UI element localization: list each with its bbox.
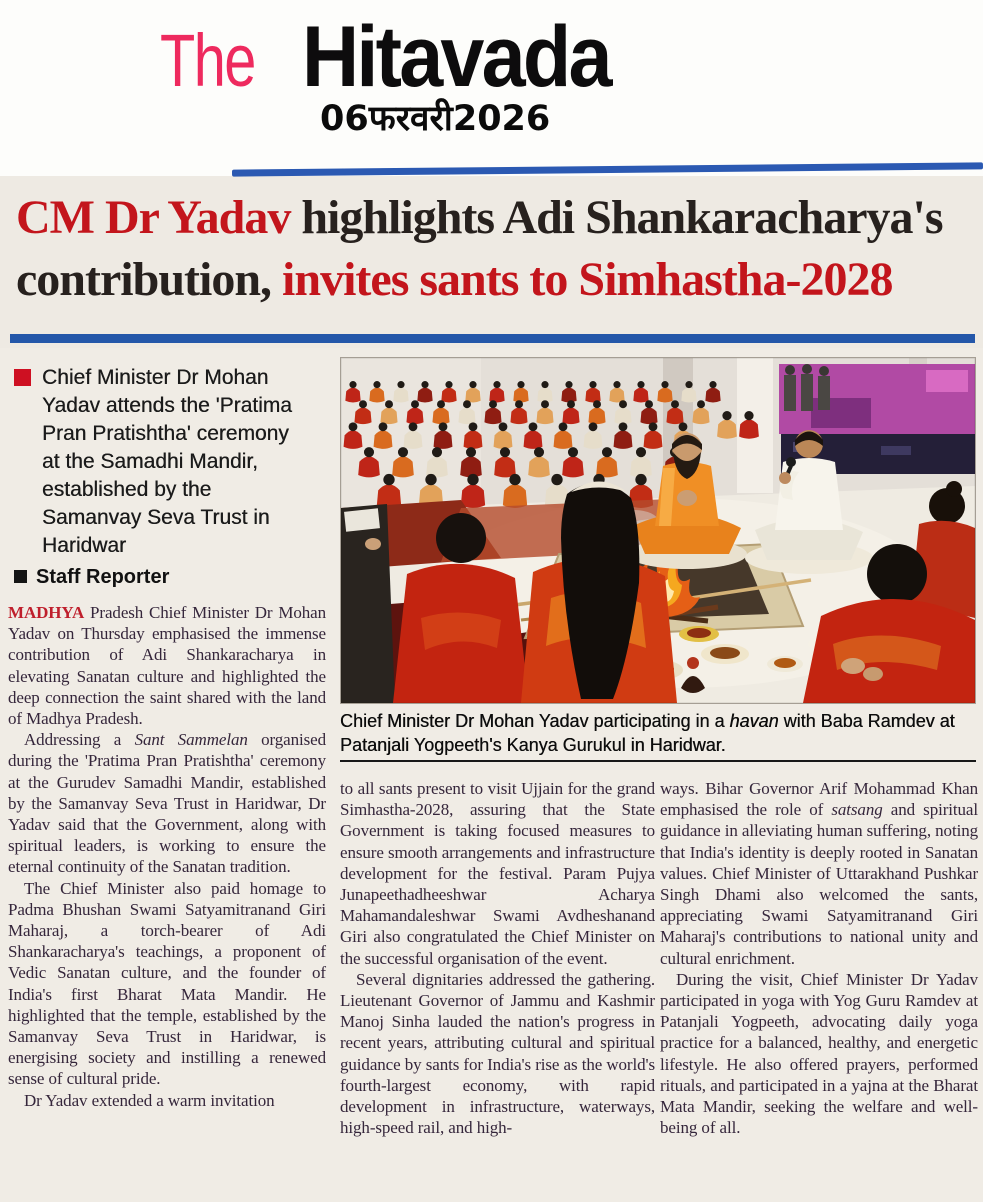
body-text-segment: Addressing a xyxy=(24,730,135,750)
article-column-3 xyxy=(660,778,978,1138)
masthead-the: The xyxy=(160,19,255,102)
byline-bullet-icon xyxy=(14,570,27,583)
headline-red-2: invites sants to Simhastha-2028 xyxy=(282,253,893,306)
article-paragraph xyxy=(660,778,978,969)
headline-dark-1: highlights Adi Shankaracharya's xyxy=(290,191,943,244)
article-paragraph xyxy=(8,1090,326,1111)
body-text-segment: Several dignitaries addressed the gathering. Lieutenant Governor of Jammu and Kashmir Manoj Sinha lauded the nation's progress in recent years, attributing cultural and spiritual guidance by sants for India's rise as the world's fourth-largest economy, with rapid development in infrastructure, waterways, high-speed rail, and high- xyxy=(340,969,655,1138)
article-paragraph xyxy=(8,729,326,877)
caption-text-2: with Baba Ramdev at Patanjali Yogpeeth's Kanya Gurukul in Haridwar. xyxy=(340,711,955,755)
summary-text: Chief Minister Dr Mohan Yadav attends the 'Pratima Pran Pratishtha' ceremony at the Samadhi Mandir, established by the Samanvay Seva Trust in Haridwar xyxy=(42,366,292,557)
byline xyxy=(14,566,169,589)
byline-label: Staff Reporter xyxy=(36,566,170,588)
lead-word: MADHYA xyxy=(8,603,85,622)
headline-block xyxy=(0,176,983,348)
headline-red-1: CM Dr Yadav xyxy=(16,191,291,244)
summary-bullet-icon xyxy=(14,369,31,386)
article-column-2 xyxy=(340,778,655,1138)
body-text-segment: The Chief Minister also paid homage to Padma Bhushan Swami Satyamitranand Giri Maharaj, a torch-bearer of Adi Shankaracharya's teachings, a proponent of Vedic Sanatan culture, and the founder of India's first Bharat Mata Mandir. He highlighted that the temple, established by the Samanvay Seva Trust in Haridwar, is energising society and instilling a renewed sense of cultural pride. xyxy=(8,878,326,1089)
article-paragraph xyxy=(8,878,326,1090)
article-paragraph xyxy=(340,778,655,969)
article-paragraph xyxy=(340,969,655,1139)
article-paragraph xyxy=(660,969,978,1139)
headline-dark-2: contribution, xyxy=(16,253,283,306)
body-text-segment: to all sants present to visit Ujjain for the grand Simhastha-2028, assuring that the State Government is taking focused measures to ensure smooth arrangements and infrastructure development for the festival. Param Pujya Junapeethadheeshwar Acharya Mahamandaleshwar Swami Avdheshanand Giri also congratulated the Chief Minister on the successful organisation of the event. xyxy=(340,779,655,968)
article-paragraph xyxy=(8,602,326,729)
italic-term: satsang xyxy=(831,800,883,820)
dateline: 06फरवरी2026 xyxy=(320,99,551,139)
italic-term: Sant Sammelan xyxy=(134,730,248,750)
article-column-1 xyxy=(8,602,326,1111)
clipping-top-edge-rule xyxy=(232,162,983,176)
standing-figures xyxy=(784,364,830,411)
havan-ceremony-illustration xyxy=(341,358,975,703)
caption-text: Chief Minister Dr Mohan Yadav participating in a xyxy=(340,711,730,731)
caption-divider-rule xyxy=(340,760,976,762)
headline-bottom-rule xyxy=(10,334,975,343)
masthead-title: Hitavada xyxy=(301,9,610,105)
body-text-segment: Dr Yadav extended a warm invitation xyxy=(24,1090,275,1110)
caption-italic-word: havan xyxy=(729,711,779,731)
body-text-segment: organised during the 'Pratima Pran Pratishtha' ceremony at the Gurudev Samadhi Mandir, established by the Samanvay Seva Trust in Haridwar, Dr Yadav said that the Government, along with spiritual leaders, is working to ensure the eternal continuity of the Sanatan tradition. xyxy=(8,730,326,877)
body-text-segment: and spiritual guidance in alleviating human suffering, noting that India's identity is deeply rooted in Sanatan values. Chief Minister of Uttarakhand Pushkar Singh Dhami also welcomed the sants, appreciating Swami Satyamitranand Giri Maharaj's contributions to national unity and cultural enrichment. xyxy=(660,800,978,968)
body-text-segment: ways. Bihar Governor Arif Mohammad Khan emphasised the role of xyxy=(660,779,978,820)
headline xyxy=(0,176,983,311)
masthead xyxy=(160,8,636,105)
body-text-segment: During the visit, Chief Minister Dr Yadav participated in yoga with Yog Guru Ramdev at Patanjali Yogpeeth, advocating daily yoga practice for a balanced, healthy, and energetic lifestyle. He also offered prayers, performed rituals, and participated in a yajna at the Bharat Mata Mandir, seeking the welfare and well-being of all. xyxy=(660,969,978,1138)
summary-box xyxy=(14,364,314,560)
body-text-segment: Pradesh Chief Minister Dr Mohan Yadav on Thursday emphasised the immense contribution of Adi Shankaracharya in elevating Sanatan culture and highlighted the deep connection the saint shared with the land of Madhya Pradesh. xyxy=(8,603,326,729)
article-photo xyxy=(340,357,976,704)
photo-caption xyxy=(340,709,962,757)
